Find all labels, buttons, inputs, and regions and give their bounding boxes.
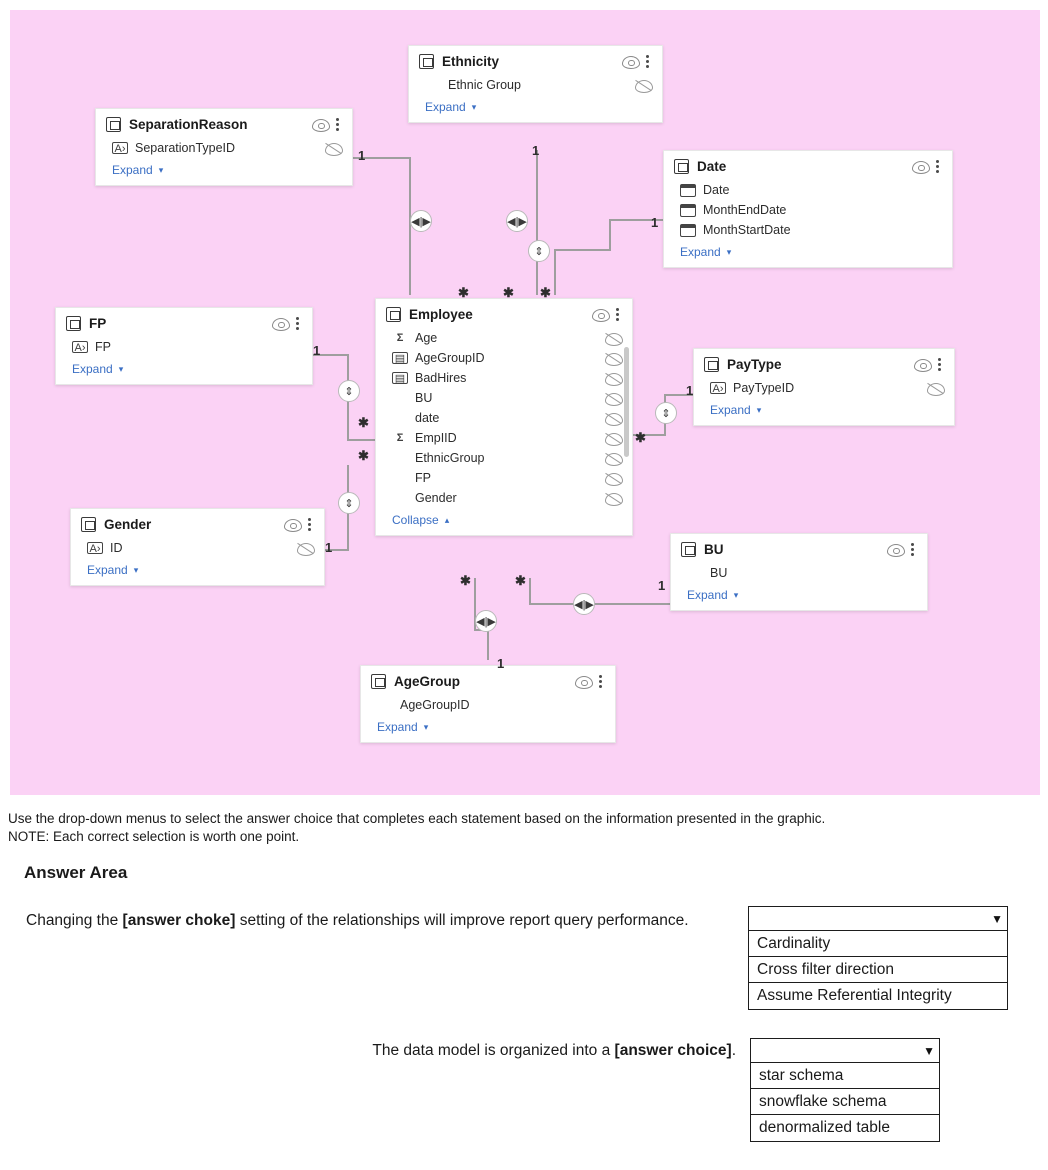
- scrollbar[interactable]: [624, 347, 629, 457]
- cardinality-many: ✱: [458, 285, 469, 300]
- hidden-eye-icon[interactable]: [605, 432, 622, 445]
- cardinality-many: ✱: [635, 430, 646, 445]
- field-label: Date: [703, 183, 730, 197]
- table-title: Ethnicity: [442, 54, 500, 69]
- field-row[interactable]: [376, 388, 632, 408]
- table-header: [376, 299, 632, 328]
- expand-label: Expand: [425, 100, 466, 114]
- cardinality-one: 1: [532, 143, 540, 158]
- key-icon: ▤: [392, 372, 408, 384]
- statement-2: [306, 1038, 736, 1063]
- table-icon: [371, 674, 386, 689]
- field-label: Ethnic Group: [448, 78, 521, 92]
- calendar-icon: [680, 204, 696, 217]
- table-title: AgeGroup: [394, 674, 460, 689]
- field-row[interactable]: [409, 75, 662, 95]
- filter-direction-icon[interactable]: ⇕: [655, 402, 677, 424]
- dropdown-1-option[interactable]: Assume Referential Integrity: [757, 987, 952, 1004]
- table-title: Date: [697, 159, 727, 174]
- table-card-paytype[interactable]: [693, 348, 955, 426]
- more-options-icon[interactable]: [936, 159, 940, 174]
- dropdown-2[interactable]: [750, 1038, 940, 1142]
- cardinality-many: ✱: [515, 573, 526, 588]
- hidden-eye-icon[interactable]: [605, 492, 622, 505]
- hidden-eye-icon[interactable]: [605, 412, 622, 425]
- statement-1-pre: Changing the: [26, 912, 123, 929]
- field-label: BadHires: [415, 371, 467, 385]
- table-icon: [704, 357, 719, 372]
- collapse-link[interactable]: [376, 508, 632, 535]
- field-label: FP: [95, 340, 111, 354]
- chevron-down-icon: ▾: [158, 164, 164, 175]
- field-label: EmpIID: [415, 431, 457, 445]
- expand-label: Expand: [87, 563, 128, 577]
- expand-link[interactable]: [409, 95, 662, 122]
- chevron-down-icon: ▾: [726, 246, 732, 257]
- table-header: [361, 666, 615, 695]
- text-field-icon: A›: [112, 142, 128, 154]
- table-header: [664, 151, 952, 180]
- expand-label: Expand: [687, 588, 728, 602]
- eye-icon[interactable]: [284, 518, 301, 531]
- field-row[interactable]: [664, 220, 952, 240]
- field-row[interactable]: [376, 328, 632, 348]
- sum-icon: Σ: [396, 432, 404, 444]
- field-label: FP: [415, 471, 431, 485]
- statement-2-placeholder: [answer choice]: [614, 1042, 732, 1059]
- cardinality-one: 1: [651, 215, 659, 230]
- dropdown-1[interactable]: [748, 906, 1008, 1010]
- eye-icon[interactable]: [622, 55, 639, 68]
- cardinality-one: 1: [686, 383, 694, 398]
- more-options-icon[interactable]: [938, 357, 942, 372]
- cardinality-many: ✱: [358, 448, 369, 463]
- field-label: Age: [415, 331, 438, 345]
- table-icon: [66, 316, 81, 331]
- field-row[interactable]: [376, 448, 632, 468]
- filter-direction-icon[interactable]: ◀|▶: [410, 210, 432, 232]
- table-header: [96, 109, 352, 138]
- filter-direction-icon[interactable]: ◀|▶: [506, 210, 528, 232]
- expand-link[interactable]: [671, 583, 927, 610]
- key-icon: ▤: [392, 352, 408, 364]
- dropdown-2-option[interactable]: star schema: [751, 1063, 939, 1089]
- table-title: BU: [704, 542, 724, 557]
- filter-direction-icon[interactable]: ⇕: [338, 380, 360, 402]
- eye-icon[interactable]: [272, 317, 289, 330]
- field-row[interactable]: [56, 337, 312, 357]
- dropdown-2-option[interactable]: denormalized table: [759, 1119, 890, 1136]
- chevron-down-icon: ▾: [756, 404, 762, 415]
- more-options-icon[interactable]: [296, 316, 300, 331]
- hidden-eye-icon[interactable]: [635, 79, 652, 92]
- hidden-eye-icon[interactable]: [325, 142, 342, 155]
- expand-link[interactable]: [664, 240, 952, 267]
- chevron-down-icon[interactable]: ▼: [991, 911, 1003, 926]
- eye-icon[interactable]: [887, 543, 904, 556]
- field-row[interactable]: [71, 538, 324, 558]
- table-icon: [81, 517, 96, 532]
- dropdown-1-option[interactable]: Cardinality: [749, 931, 1007, 957]
- table-header: [71, 509, 324, 538]
- text-field-icon: A›: [87, 542, 103, 554]
- instructions-line-2: NOTE: Each correct selection is worth one point.: [8, 829, 300, 844]
- cardinality-one: 1: [497, 656, 505, 671]
- instructions-line-1: Use the drop-down menus to select the answer choice that completes each statement based on the information presented in the graphic.: [8, 811, 826, 826]
- field-label: MonthEndDate: [703, 203, 787, 217]
- cardinality-one: 1: [325, 540, 333, 555]
- field-label: BU: [710, 566, 728, 580]
- collapse-label: Collapse: [392, 513, 439, 527]
- eye-icon[interactable]: [912, 160, 929, 173]
- hidden-eye-icon[interactable]: [927, 382, 944, 395]
- table-card-gender[interactable]: [70, 508, 325, 586]
- expand-link[interactable]: [96, 158, 352, 185]
- expand-link[interactable]: [71, 558, 324, 585]
- filter-direction-icon[interactable]: ⇕: [528, 240, 550, 262]
- eye-icon[interactable]: [575, 675, 592, 688]
- hidden-eye-icon[interactable]: [605, 372, 622, 385]
- field-label: date: [415, 411, 440, 425]
- table-card-bu[interactable]: [670, 533, 928, 611]
- table-icon: [386, 307, 401, 322]
- field-row[interactable]: [376, 368, 632, 388]
- cardinality-one: 1: [658, 578, 666, 593]
- field-label: PayTypeID: [733, 381, 795, 395]
- expand-label: Expand: [710, 403, 751, 417]
- chevron-down-icon: ▾: [118, 363, 124, 374]
- table-card-agegroup[interactable]: [360, 665, 616, 743]
- more-options-icon[interactable]: [646, 54, 650, 69]
- dropdown-1-option[interactable]: Cross filter direction: [749, 957, 1007, 983]
- field-row[interactable]: [376, 348, 632, 368]
- hidden-eye-icon[interactable]: [605, 332, 622, 345]
- statement-2-pre: The data model is organized into a: [372, 1042, 615, 1059]
- table-header: [56, 308, 312, 337]
- hidden-eye-icon[interactable]: [297, 542, 314, 555]
- hidden-eye-icon[interactable]: [605, 472, 622, 485]
- expand-link[interactable]: [361, 715, 615, 742]
- table-icon: [674, 159, 689, 174]
- table-icon: [106, 117, 121, 132]
- cardinality-many: ✱: [540, 285, 551, 300]
- filter-direction-icon[interactable]: ⇕: [338, 492, 360, 514]
- expand-label: Expand: [112, 163, 153, 177]
- expand-link[interactable]: [694, 398, 954, 425]
- field-row[interactable]: [96, 138, 352, 158]
- field-row[interactable]: [664, 180, 952, 200]
- table-title: Gender: [104, 517, 152, 532]
- table-title: SeparationReason: [129, 117, 248, 132]
- table-card-ethnicity[interactable]: [408, 45, 663, 123]
- filter-direction-icon[interactable]: ◀|▶: [475, 610, 497, 632]
- dropdown-2-selected-value[interactable]: [751, 1039, 939, 1063]
- cardinality-one: 1: [358, 148, 366, 163]
- table-card-fp[interactable]: [55, 307, 313, 385]
- field-label: EthnicGroup: [415, 451, 485, 465]
- hidden-eye-icon[interactable]: [605, 392, 622, 405]
- table-title: FP: [89, 316, 107, 331]
- expand-label: Expand: [72, 362, 113, 376]
- eye-icon[interactable]: [914, 358, 931, 371]
- field-label: Gender: [415, 491, 457, 505]
- dropdown-2-option[interactable]: snowflake schema: [751, 1089, 939, 1115]
- field-label: AgeGroupID: [415, 351, 485, 365]
- expand-link[interactable]: [56, 357, 312, 384]
- hidden-eye-icon[interactable]: [605, 352, 622, 365]
- chevron-down-icon[interactable]: ▼: [923, 1043, 935, 1058]
- table-card-employee[interactable]: [375, 298, 633, 536]
- table-header: [409, 46, 662, 75]
- more-options-icon[interactable]: [599, 674, 603, 689]
- field-label: ID: [110, 541, 123, 555]
- field-label: AgeGroupID: [400, 698, 470, 712]
- calendar-icon: [680, 184, 696, 197]
- statement-1-placeholder: [answer choke]: [122, 912, 236, 929]
- more-options-icon[interactable]: [308, 517, 312, 532]
- statement-1-post: setting of the relationships will improve report query performance.: [235, 912, 689, 929]
- chevron-down-icon: ▾: [733, 589, 739, 600]
- chevron-up-icon: ▴: [444, 514, 450, 525]
- more-options-icon[interactable]: [616, 307, 620, 322]
- sum-icon: Σ: [396, 332, 404, 344]
- table-card-separationreason[interactable]: [95, 108, 353, 186]
- table-title: PayType: [727, 357, 782, 372]
- statement-2-post: .: [731, 1042, 736, 1059]
- field-row[interactable]: [376, 468, 632, 488]
- question-instructions: [8, 810, 1008, 846]
- field-label: BU: [415, 391, 433, 405]
- field-row[interactable]: [376, 408, 632, 428]
- eye-icon[interactable]: [312, 118, 329, 131]
- field-label: MonthStartDate: [703, 223, 791, 237]
- field-row[interactable]: [671, 563, 927, 583]
- answer-area-heading: Answer Area: [24, 863, 128, 882]
- field-row[interactable]: [376, 488, 632, 508]
- dropdown-1-selected-value[interactable]: [749, 907, 1007, 931]
- table-header: [671, 534, 927, 563]
- text-field-icon: A›: [710, 382, 726, 394]
- table-icon: [681, 542, 696, 557]
- chevron-down-icon: ▾: [423, 721, 429, 732]
- hidden-eye-icon[interactable]: [605, 452, 622, 465]
- expand-label: Expand: [680, 245, 721, 259]
- more-options-icon[interactable]: [911, 542, 915, 557]
- cardinality-many: ✱: [358, 415, 369, 430]
- table-header: [694, 349, 954, 378]
- field-label: SeparationTypeID: [135, 141, 236, 155]
- field-row[interactable]: [361, 695, 615, 715]
- field-row[interactable]: [376, 428, 632, 448]
- eye-icon[interactable]: [592, 308, 609, 321]
- statement-1: [26, 908, 726, 933]
- data-model-diagram: [10, 10, 1040, 795]
- cardinality-many: ✱: [503, 285, 514, 300]
- table-icon: [419, 54, 434, 69]
- table-title: Employee: [409, 307, 473, 322]
- calendar-icon: [680, 224, 696, 237]
- chevron-down-icon: ▾: [471, 101, 477, 112]
- more-options-icon[interactable]: [336, 117, 340, 132]
- text-field-icon: A›: [72, 341, 88, 353]
- field-row[interactable]: [694, 378, 954, 398]
- cardinality-one: 1: [313, 343, 321, 358]
- table-card-date[interactable]: [663, 150, 953, 268]
- expand-label: Expand: [377, 720, 418, 734]
- field-row[interactable]: [664, 200, 952, 220]
- chevron-down-icon: ▾: [133, 564, 139, 575]
- cardinality-many: ✱: [460, 573, 471, 588]
- filter-direction-icon[interactable]: ◀|▶: [573, 593, 595, 615]
